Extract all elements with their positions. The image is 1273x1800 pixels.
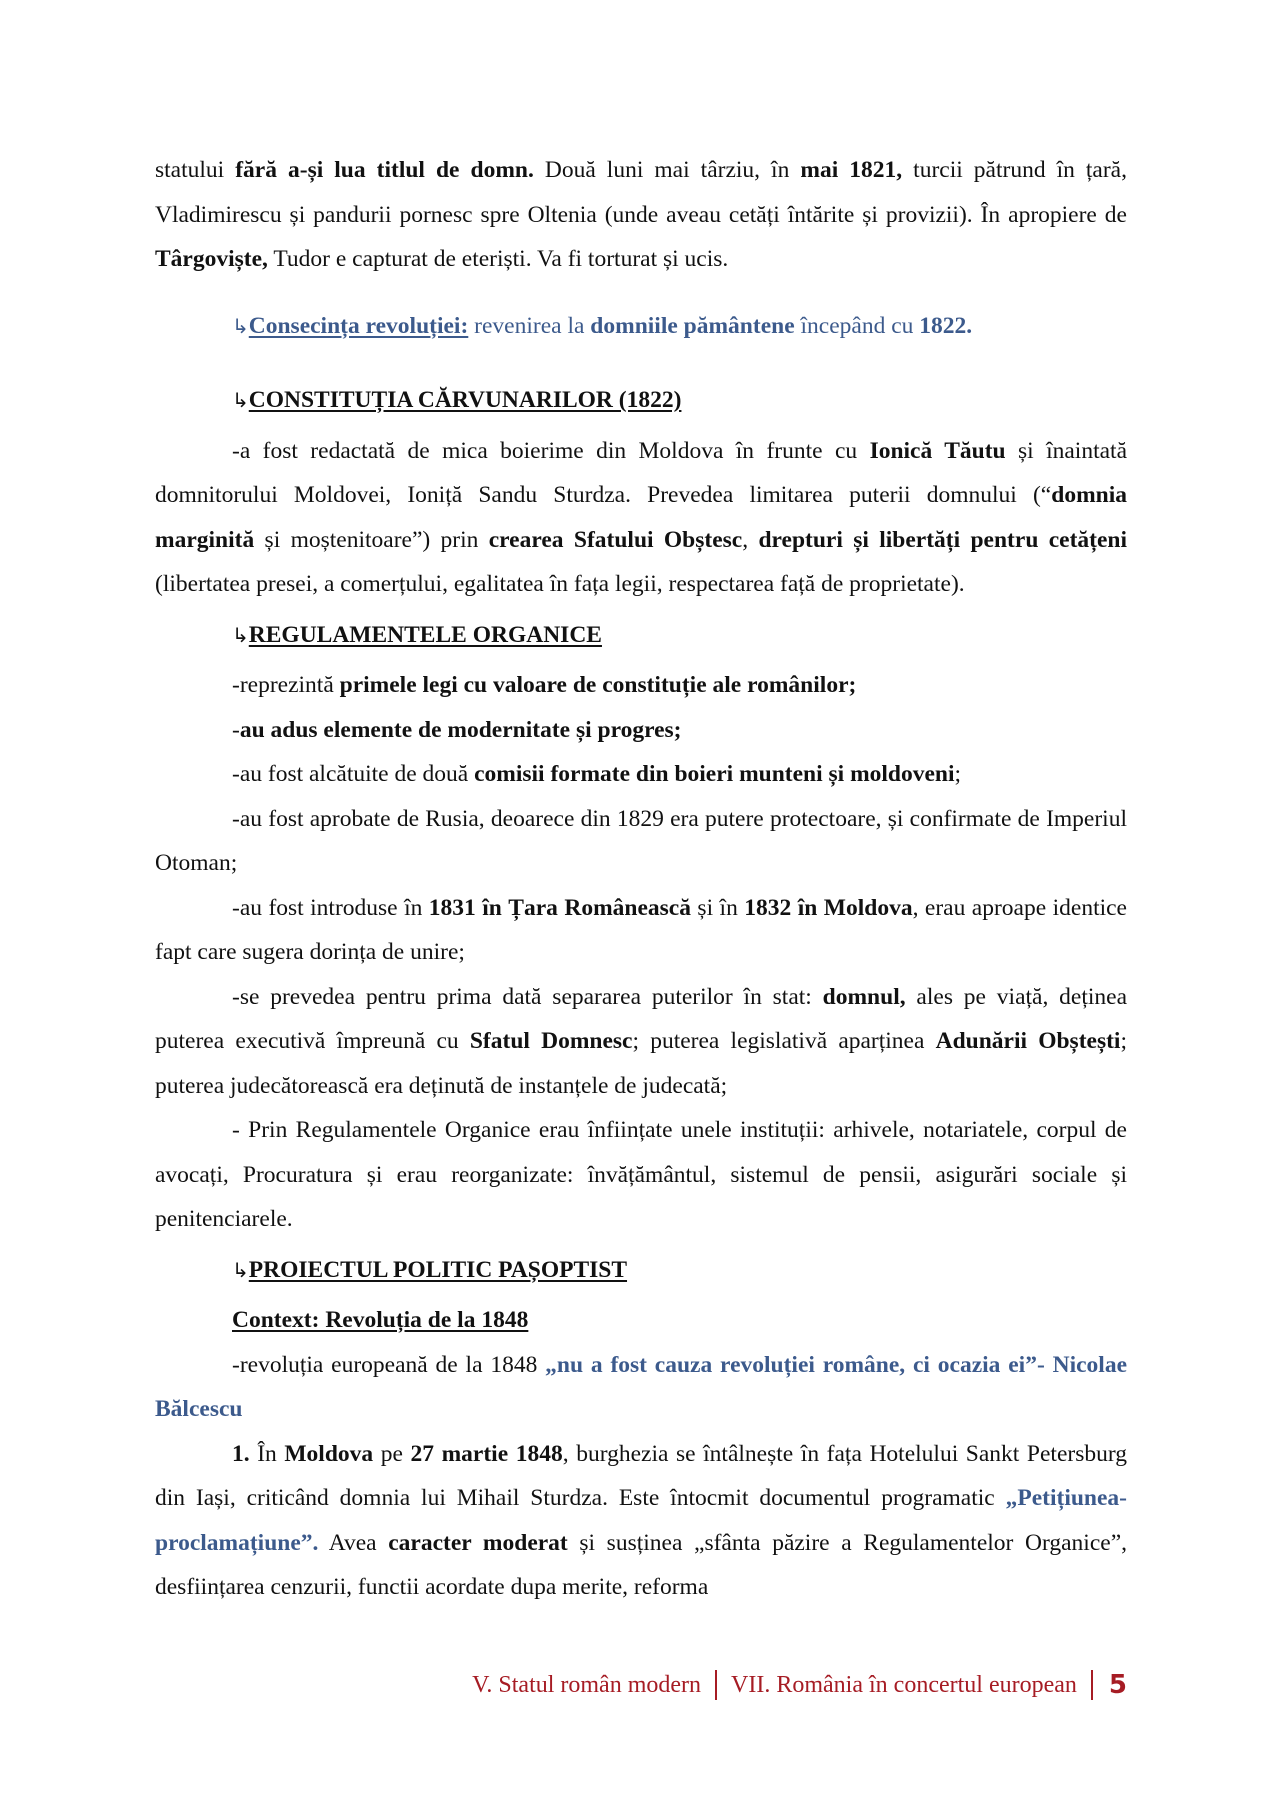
consequence-heading: Consecința revoluției: <box>248 312 469 339</box>
footer-separator <box>715 1670 717 1700</box>
arrow-icon: ↳ <box>232 313 249 338</box>
regulamente-item-7: - Prin Regulamentele Organice erau înființate unele instituții: arhivele, notariatele, corpul de avocați, Procuratura și erau reorganizate: învățământul, sistemul de pensii, asigurări sociale și penitenciarele. <box>155 1117 1127 1232</box>
arrow-icon: ↳ <box>232 622 249 647</box>
consequence-line: ↳Consecința revoluției: revenirea la domniile pământene începând cu 1822. <box>232 312 973 339</box>
page-number: 5 <box>1108 1670 1127 1700</box>
regulamente-item-4: -au fost aprobate de Rusia, deoarece din 1829 era putere protectoare, și confirmate de Imperiul Otoman; <box>155 805 1127 876</box>
regulamente-item-3: -au fost alcătuite de două comisii formate din boieri munteni și moldoveni; <box>232 761 962 787</box>
footer-chapter-right: VII. România în concertul european <box>731 1672 1077 1698</box>
arrow-icon: ↳ <box>232 388 249 412</box>
regulamente-item-5: -au fost introduse în 1831 în Țara Românească și în 1832 în Moldova, erau aproape identice fapt care sugera dorința de unire; <box>155 894 1127 965</box>
intro-paragraph: statului fără a-și lua titlul de domn. Două luni mai târziu, în mai 1821, turcii pătrund în țară, Vladimirescu și pandurii pornesc spre Oltenia (unde aveau cetăți întărite și provizii). În apropiere de Târgoviște, Tudor e capturat de eteriști. Va fi torturat și ucis. <box>155 157 1127 272</box>
context-paragraph: -revoluția europeană de la 1848 „nu a fost cauza revoluției române, ci ocazia ei”- Nicolae Bălcescu <box>155 1351 1127 1422</box>
footer-separator <box>1091 1670 1093 1700</box>
moldova-paragraph: 1. În Moldova pe 27 martie 1848, burghezia se întâlnește în fața Hotelului Sankt Petersburg din Iași, criticând domnia lui Mihail Sturdza. Este întocmit documentul programatic „Petițiunea-proclamațiune”. Avea caracter moderat și susținea „sfânta păzire a Regulamentelor Organice”, desființarea cenzurii, functii acordate dupa merite, reforma <box>155 1440 1128 1600</box>
regulamente-item-1: -reprezintă primele legi cu valoare de constituție ale românilor; <box>232 672 857 698</box>
page-footer <box>472 1668 1127 1702</box>
footer-chapter-left: V. Statul român modern <box>472 1672 702 1698</box>
regulamente-item-6: -se prevedea pentru prima dată separarea puterilor în stat: domnul, ales pe viață, deținea puterea executivă împreună cu Sfatul Domnesc; puterea legislativă aparținea Adunării Obștești; puterea judecătorească era deținută de instanțele de judecată; <box>155 983 1128 1099</box>
carvunari-heading: ↳CONSTITUȚIA CĂRVUNARILOR (1822) <box>232 387 682 413</box>
balcescu-quote: „nu a fost cauza revoluției române, ci ocazia ei”- Nicolae Bălcescu <box>155 1351 1127 1422</box>
pasoptist-heading: ↳PROIECTUL POLITIC PAȘOPTIST <box>232 1256 628 1283</box>
context-heading: Context: Revoluția de la 1848 <box>232 1307 529 1333</box>
petitiune-title: „Petițiunea-proclamațiune”. <box>155 1485 1127 1556</box>
arrow-icon: ↳ <box>232 1257 249 1282</box>
regulamente-heading: ↳REGULAMENTELE ORGANICE <box>232 621 602 648</box>
carvunari-paragraph: -a fost redactată de mica boierime din Moldova în frunte cu Ionică Tăutu și înaintată domnitorului Moldovei, Ioniță Sandu Sturdza. Prevedea limitarea puterii domnului (“domnia marginită și moștenitoare”) prin crearea Sfatului Obștesc, drepturi și libertăți pentru cetățeni (libertatea presei, a comerțului, egalitatea în fața legii, respectarea față de proprietate). <box>155 437 1128 597</box>
regulamente-item-2: -au adus elemente de modernitate și progres; <box>232 716 682 743</box>
page-content <box>155 148 1127 1610</box>
